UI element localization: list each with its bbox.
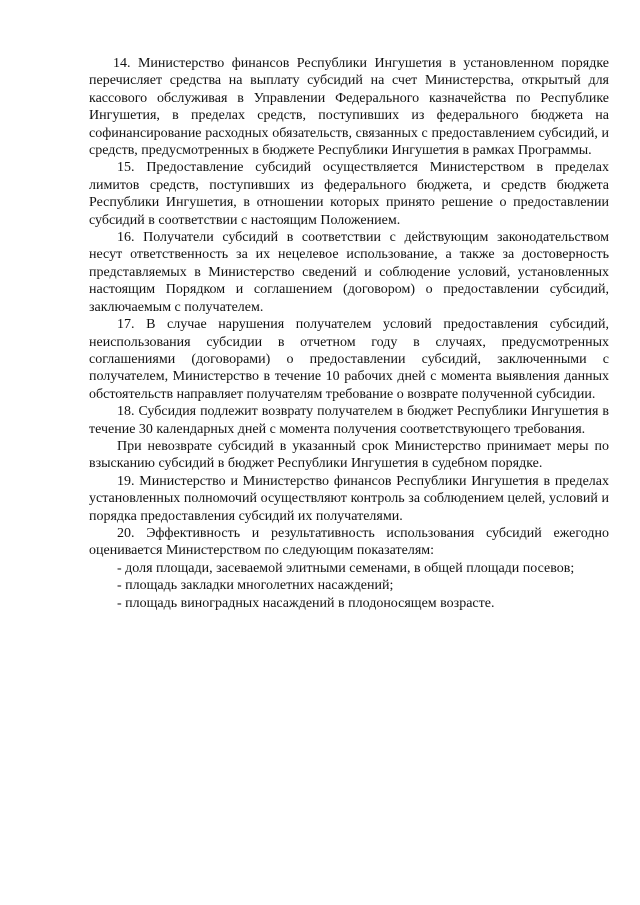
document-page — [89, 55, 609, 612]
paragraph-19: 19. Министерство и Министерство финансов Республики Ингушетия в пределах установленных полномочий осуществляют контроль за соблюдением целей, условий и порядка предоставления субсидий их получателями. — [89, 473, 609, 524]
indicator-list-item-1: - доля площади, засеваемой элитными семенами, в общей площади посевов; — [117, 560, 575, 576]
indicator-list-item-3: - площадь виноградных насаждений в плодоносящем возрасте. — [117, 595, 495, 611]
indicator-list-item-2: - площадь закладки многолетних насаждений; — [117, 578, 394, 594]
paragraph-18: 18. Субсидия подлежит возврату получателем в бюджет Республики Ингушетия в течение 30 календарных дней с момента получения соответствующего требования. — [89, 404, 609, 437]
paragraph-20: 20. Эффективность и результативность использования субсидий ежегодно оценивается Министерством по следующим показателям: — [89, 525, 609, 559]
paragraph-14: 14. Министерство финансов Республики Ингушетия в установленном порядке перечисляет средства на выплату субсидий на счет Министерства, открытый для кассового обслуживая в Управлении Федерального казначейства по Республике Ингушетия, в пределах средств, поступивших из федерального бюджета на софинансирование расходных обязательств, связанных с предоставлением субсидий, и средств, предусмотренных в бюджете Республики Ингушетия в рамках Программы. — [89, 56, 609, 159]
paragraph-17: 17. В случае нарушения получателем условий предоставления субсидий, неиспользования субсидии в отчетном году в случаях, предусмотренных соглашениями (договорами) о предоставлении субсидий, заключенными с получателем, Министерство в течение 10 рабочих дней с момента выявления данных обстоятельств направляет получателям требование о возврате полученной субсидии. — [89, 317, 609, 402]
paragraph-16: 16. Получатели субсидий в соответствии с действующим законодательством несут ответственность за их нецелевое использование, а также за достоверность представляемых в Министерство сведений и соблюдение условий, установленных настоящим Порядком и соглашением (договором) о предоставлении субсидий, заключаемым с получателем. — [89, 230, 609, 315]
paragraph-15: 15. Предоставление субсидий осуществляется Министерством в пределах лимитов средств, поступивших из федерального бюджета, и средств бюджета Республики Ингушетия, в отношении которых принято решение о предоставлении субсидий в соответствии с настоящим Положением. — [89, 160, 609, 228]
paragraph-18-continuation: При невозврате субсидий в указанный срок Министерство принимает меры по взысканию субсидий в бюджет Республики Ингушетия в судебном порядке. — [89, 438, 609, 472]
